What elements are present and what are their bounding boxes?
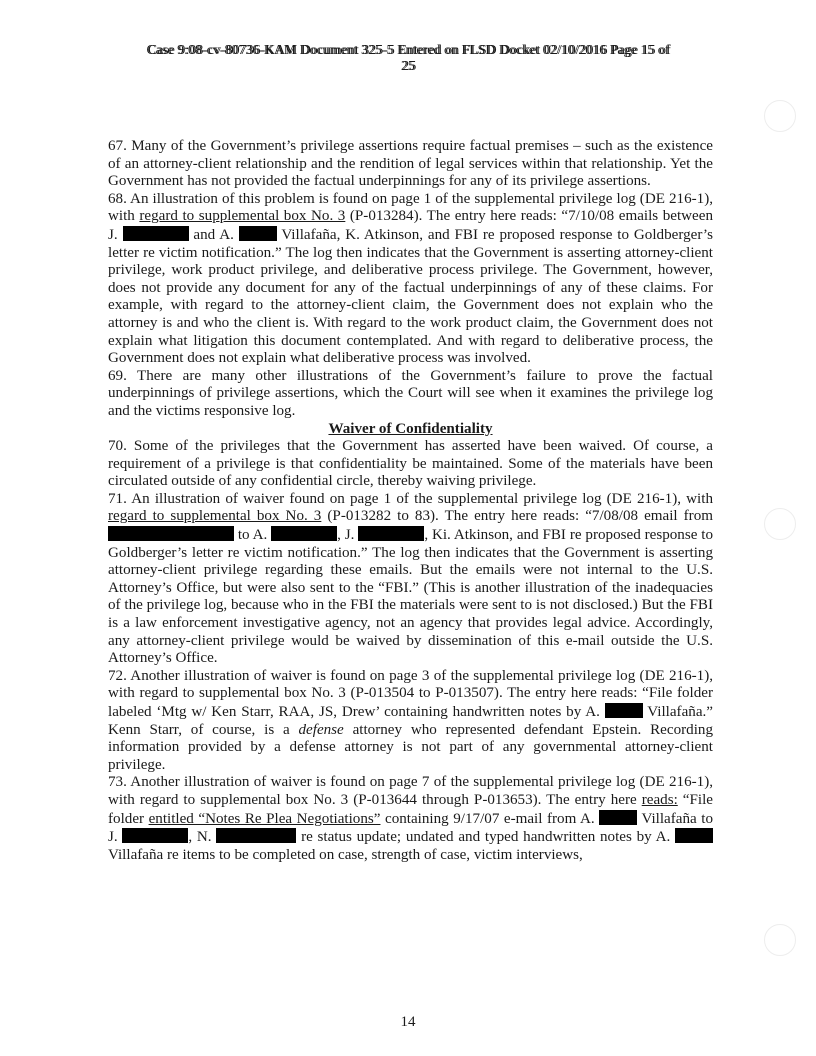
- paragraph-70: 70. Some of the privileges that the Government has asserted have been waived. Of course, a requirement of a privilege is that confidentiality be maintained. Some of the materials have been circulated outside of any confidential circle, thereby waiving privilege.: [108, 438, 713, 490]
- redaction-block: [239, 226, 277, 241]
- case-header: [40, 42, 776, 74]
- paragraph-69: 69. There are many other illustrations of the Government’s failure to prove the factual underpinnings of privilege assertions, which the Court will see when it examines the privilege log and the victims responsive log.: [108, 367, 713, 419]
- redaction-block: [216, 828, 296, 843]
- redaction-block: [123, 226, 189, 241]
- redaction-block: [599, 810, 637, 825]
- case-header-line1: Case 9:08-cv-80736-KAM Document 325-5 Entered on FLSD Docket 02/10/2016 Page 15 of: [146, 42, 670, 57]
- paragraph-73: 73. Another illustration of waiver is found on page 7 of the supplemental privilege log (DE 216-1), with regard to supplemental box No. 3 (P-013644 through P-013653). The entry here reads: “File folder entitled “Notes Re Plea Negotiations” containing 9/17/07 e-mail from A. Villafaña to J. , N. re status update; undated and typed handwritten notes by A. Villafaña re items to be completed on case, strength of case, victim interviews,: [108, 774, 713, 863]
- redaction-block: [358, 526, 424, 541]
- section-heading: Waiver of Confidentiality: [328, 420, 493, 437]
- paragraph-72: 72. Another illustration of waiver is found on page 3 of the supplemental privilege log (DE 216-1), with regard to supplemental box No. 3 (P-013504 to P-013507). The entry here reads: “File folder labeled ‘Mtg w/ Ken Starr, RAA, JS, Drew’ containing handwritten notes by A. Villafaña.” Kenn Starr, of course, is a defense attorney who represented defendant Epstein. Recording information provided by a defense attorney is not part of any governmental attorney-client privilege.: [108, 667, 714, 773]
- punch-hole-mark: [764, 100, 796, 132]
- paragraph-67: 67. Many of the Government’s privilege assertions require factual premises – such as the existence of an attorney-client relationship and the rendition of legal services within that relationship. Yet the Government has not provided the factual underpinnings for any of its privilege assertions.: [108, 138, 713, 190]
- redaction-block: [605, 703, 643, 718]
- redaction-block: [108, 526, 234, 541]
- redaction-block: [271, 526, 337, 541]
- page-number: 14: [400, 1014, 416, 1030]
- redaction-block: [122, 828, 188, 843]
- punch-hole-mark: [764, 508, 796, 540]
- redaction-block: [675, 828, 713, 843]
- paragraph-68: 68. An illustration of this problem is found on page 1 of the supplemental privilege log (DE 216-1), with regard to supplemental box No. 3 (P-013284). The entry here reads: “7/10/08 emails between J. and A. Villafaña, K. Atkinson, and FBI re proposed response to Goldberger’s letter re victim notification.” The log then indicates that the Government is asserting attorney-client privilege, work product privilege, and deliberative process privilege. The Government, however, does not provide any document for any of the factual underpinnings of any of these claims. For example, with regard to the attorney-client claim, the Government does not explain who the attorney is and who the client is. With regard to the work product claim, the Government does not explain what litigation this document contemplated. And with regard to deliberative process, the Government does not explain what deliberative process was involved.: [108, 190, 713, 367]
- paragraph-71: 71. An illustration of waiver found on page 1 of the supplemental privilege log (DE 216-1), with regard to supplemental box No. 3 (P-013282 to 83). The entry here reads: “7/08/08 email from to A. , J. , Ki. Atkinson, and FBI re proposed response to Goldberger’s letter re victim notification.” The log then indicates that the Government is asserting attorney-client privilege regarding these emails. But the emails were not internal to the U.S. Attorney’s Office, but were also sent to the “FBI.” (This is another illustration of the inadequacies of the privilege log, because who in the FBI the materials were sent to is not disclosed.) But the FBI is a law enforcement investigative agency, not an agency that provides legal advice. Accordingly, any attorney-client privilege would be waived by dissemination of this e-mail outside the U.S. Attorney’s Office.: [108, 490, 714, 667]
- document-body: [108, 138, 713, 864]
- case-header-line2: 25: [401, 58, 415, 73]
- punch-hole-mark: [764, 924, 796, 956]
